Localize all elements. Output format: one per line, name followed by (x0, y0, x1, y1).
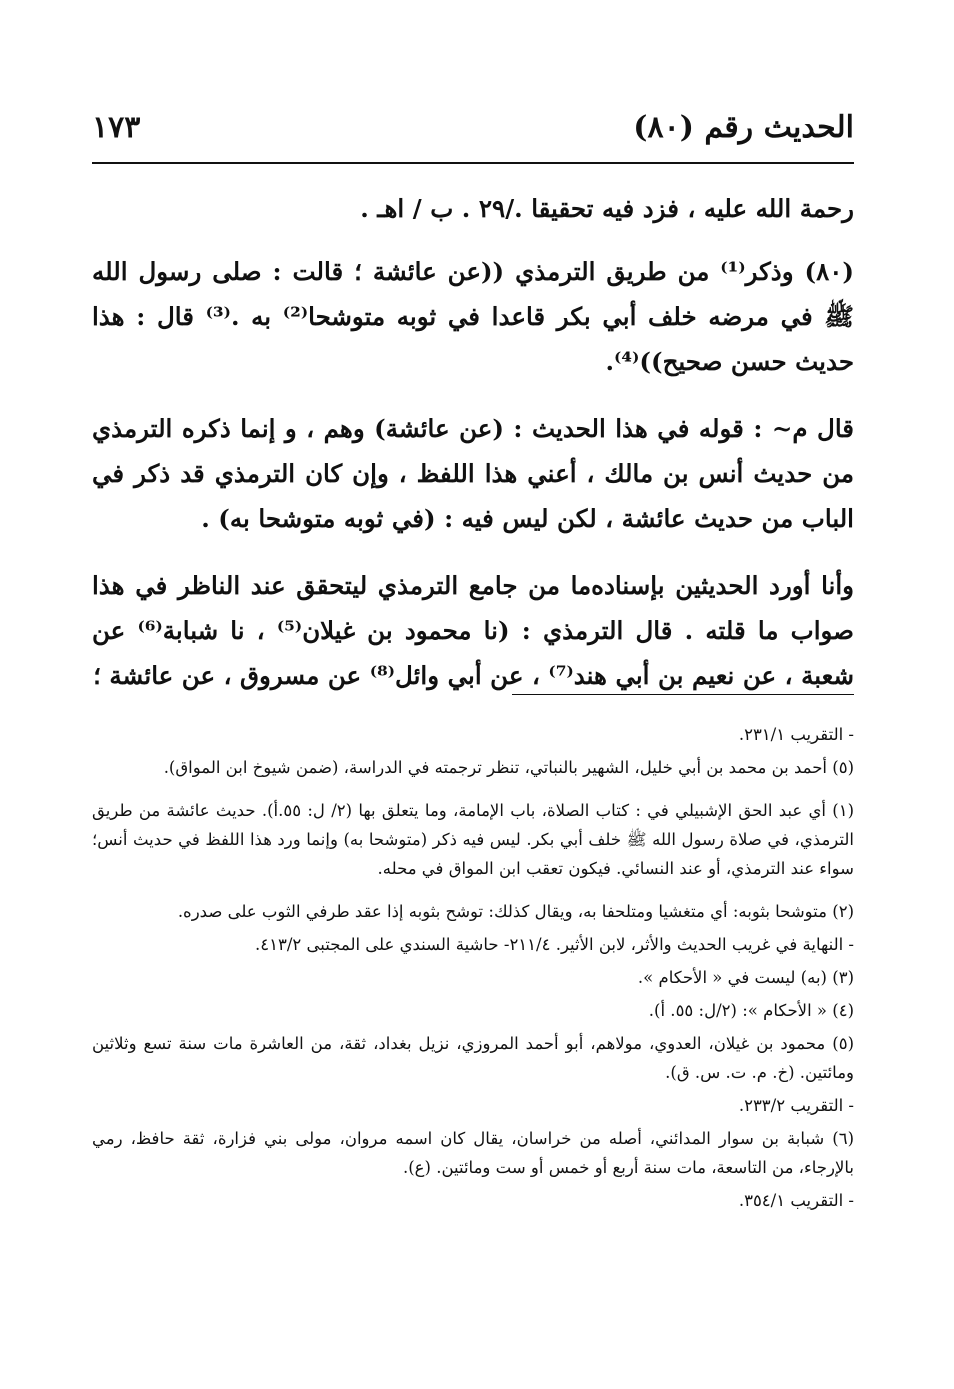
footnote-divider (512, 694, 854, 695)
page-number: ١٧٣ (92, 110, 141, 145)
footnote: - التقريب ٢٣١/١. (738, 725, 854, 744)
footnote: - النهاية في غريب الحديث والأثر، لابن الأثير. ٢١١/٤- حاشية السندي على المجتبى ٤١٣/٢. (255, 935, 854, 954)
footnote: (٢) متوشحا بثوبه: أي متغشيا ومتلحفا به، ويقال كذلك: توشح بثوبه إذا عقد طرفي الثوب على صدره. (177, 902, 854, 921)
footnote: (٦) شبابة بن سوار المدائني، أصله من خراسان، يقال كان اسمه مروان، مولى بني فزارة، ثقة حافظ، رمي بالإرجاء، من التاسعة، مات سنة أربع أو خمس أو ست ومائتين. (ع). (92, 1129, 854, 1177)
footnote: (٥) محمود بن غيلان، العدوي، مولاهم، أبو أحمد المروزي، نزيل بغداد، ثقة، من العاشرة مات سنة تسع وثلاثين ومائتين. (خ. م. ت. س. ق). (92, 1034, 854, 1082)
page-header (92, 110, 854, 156)
footnote: (٤) « الأحكام »: (٢/ل: ٥٥. أ). (648, 1001, 854, 1020)
header-divider (92, 162, 854, 164)
footnote: (٣) (به) ليست في « الأحكام ». (637, 968, 854, 987)
main-text (92, 186, 854, 720)
paragraph: رحمة الله عليه ، فزد فيه تحقيقا ./٢٩ . ب / اهـ . (360, 194, 854, 223)
footnote: (٥) أحمد بن محمد بن أبي خليل، الشهير بالنباتي، تنظر ترجمته في الدراسة، (ضمن شيوخ ابن المواق). (163, 758, 854, 777)
footnote: - التقريب ٣٥٤/١. (738, 1191, 854, 1210)
paragraph: (٨٠) وذكر⁽¹⁾ من طريق الترمذي ((عن عائشة ؛ قالت : صلى رسول الله ﷺ في مرضه خلف أبي بكر قاعدا في ثوبه متوشحا⁽²⁾ به .⁽³⁾ قال : هذا حديث حسن صحيح))⁽⁴⁾. (92, 257, 855, 376)
footnotes (92, 720, 854, 1219)
footnote: - التقريب ٢٣٣/٢. (738, 1096, 854, 1115)
paragraph: وأنا أورد الحديثين بإسناده‌ما من جامع الترمذي ليتحقق عند الناظر في هذا صواب ما قلته . قال الترمذي : (نا محمود بن غيلان⁽⁵⁾ ، نا شبابة⁽⁶⁾ عن شعبة ، عن نعيم بن أبي هند⁽⁷⁾ ، عن أبي وائل⁽⁸⁾ عن مسروق ، عن عائشة ؛ (92, 571, 854, 690)
paragraph: قال م~ : قوله في هذا الحديث : (عن عائشة) وهم ، و إنما ذكره الترمذي من حديث أنس بن مالك ، أعني هذا اللفظ ، وإن كان الترمذي قد ذكر في الباب من حديث عائشة ، لكن ليس فيه : (في ثوبه متوشحا به) . (92, 414, 854, 533)
footnote: (١) أي عبد الحق الإشبيلي في : كتاب الصلاة، باب الإمامة، وما يتعلق بها (٢/ ل: ٥٥.أ). حديث عائشة من طريق الترمذي، في صلاة رسول الله ﷺ خلف أبي بكر. ليس فيه ذكر (متوشحا به) وإنما ورد هذا اللفظ في حديث أنس؛ سواء عند الترمذي، أو عند النسائي. فيكون تعقب ابن المواق في محله. (92, 801, 855, 878)
chapter-title: الحديث رقم (٨٠) (633, 110, 854, 145)
